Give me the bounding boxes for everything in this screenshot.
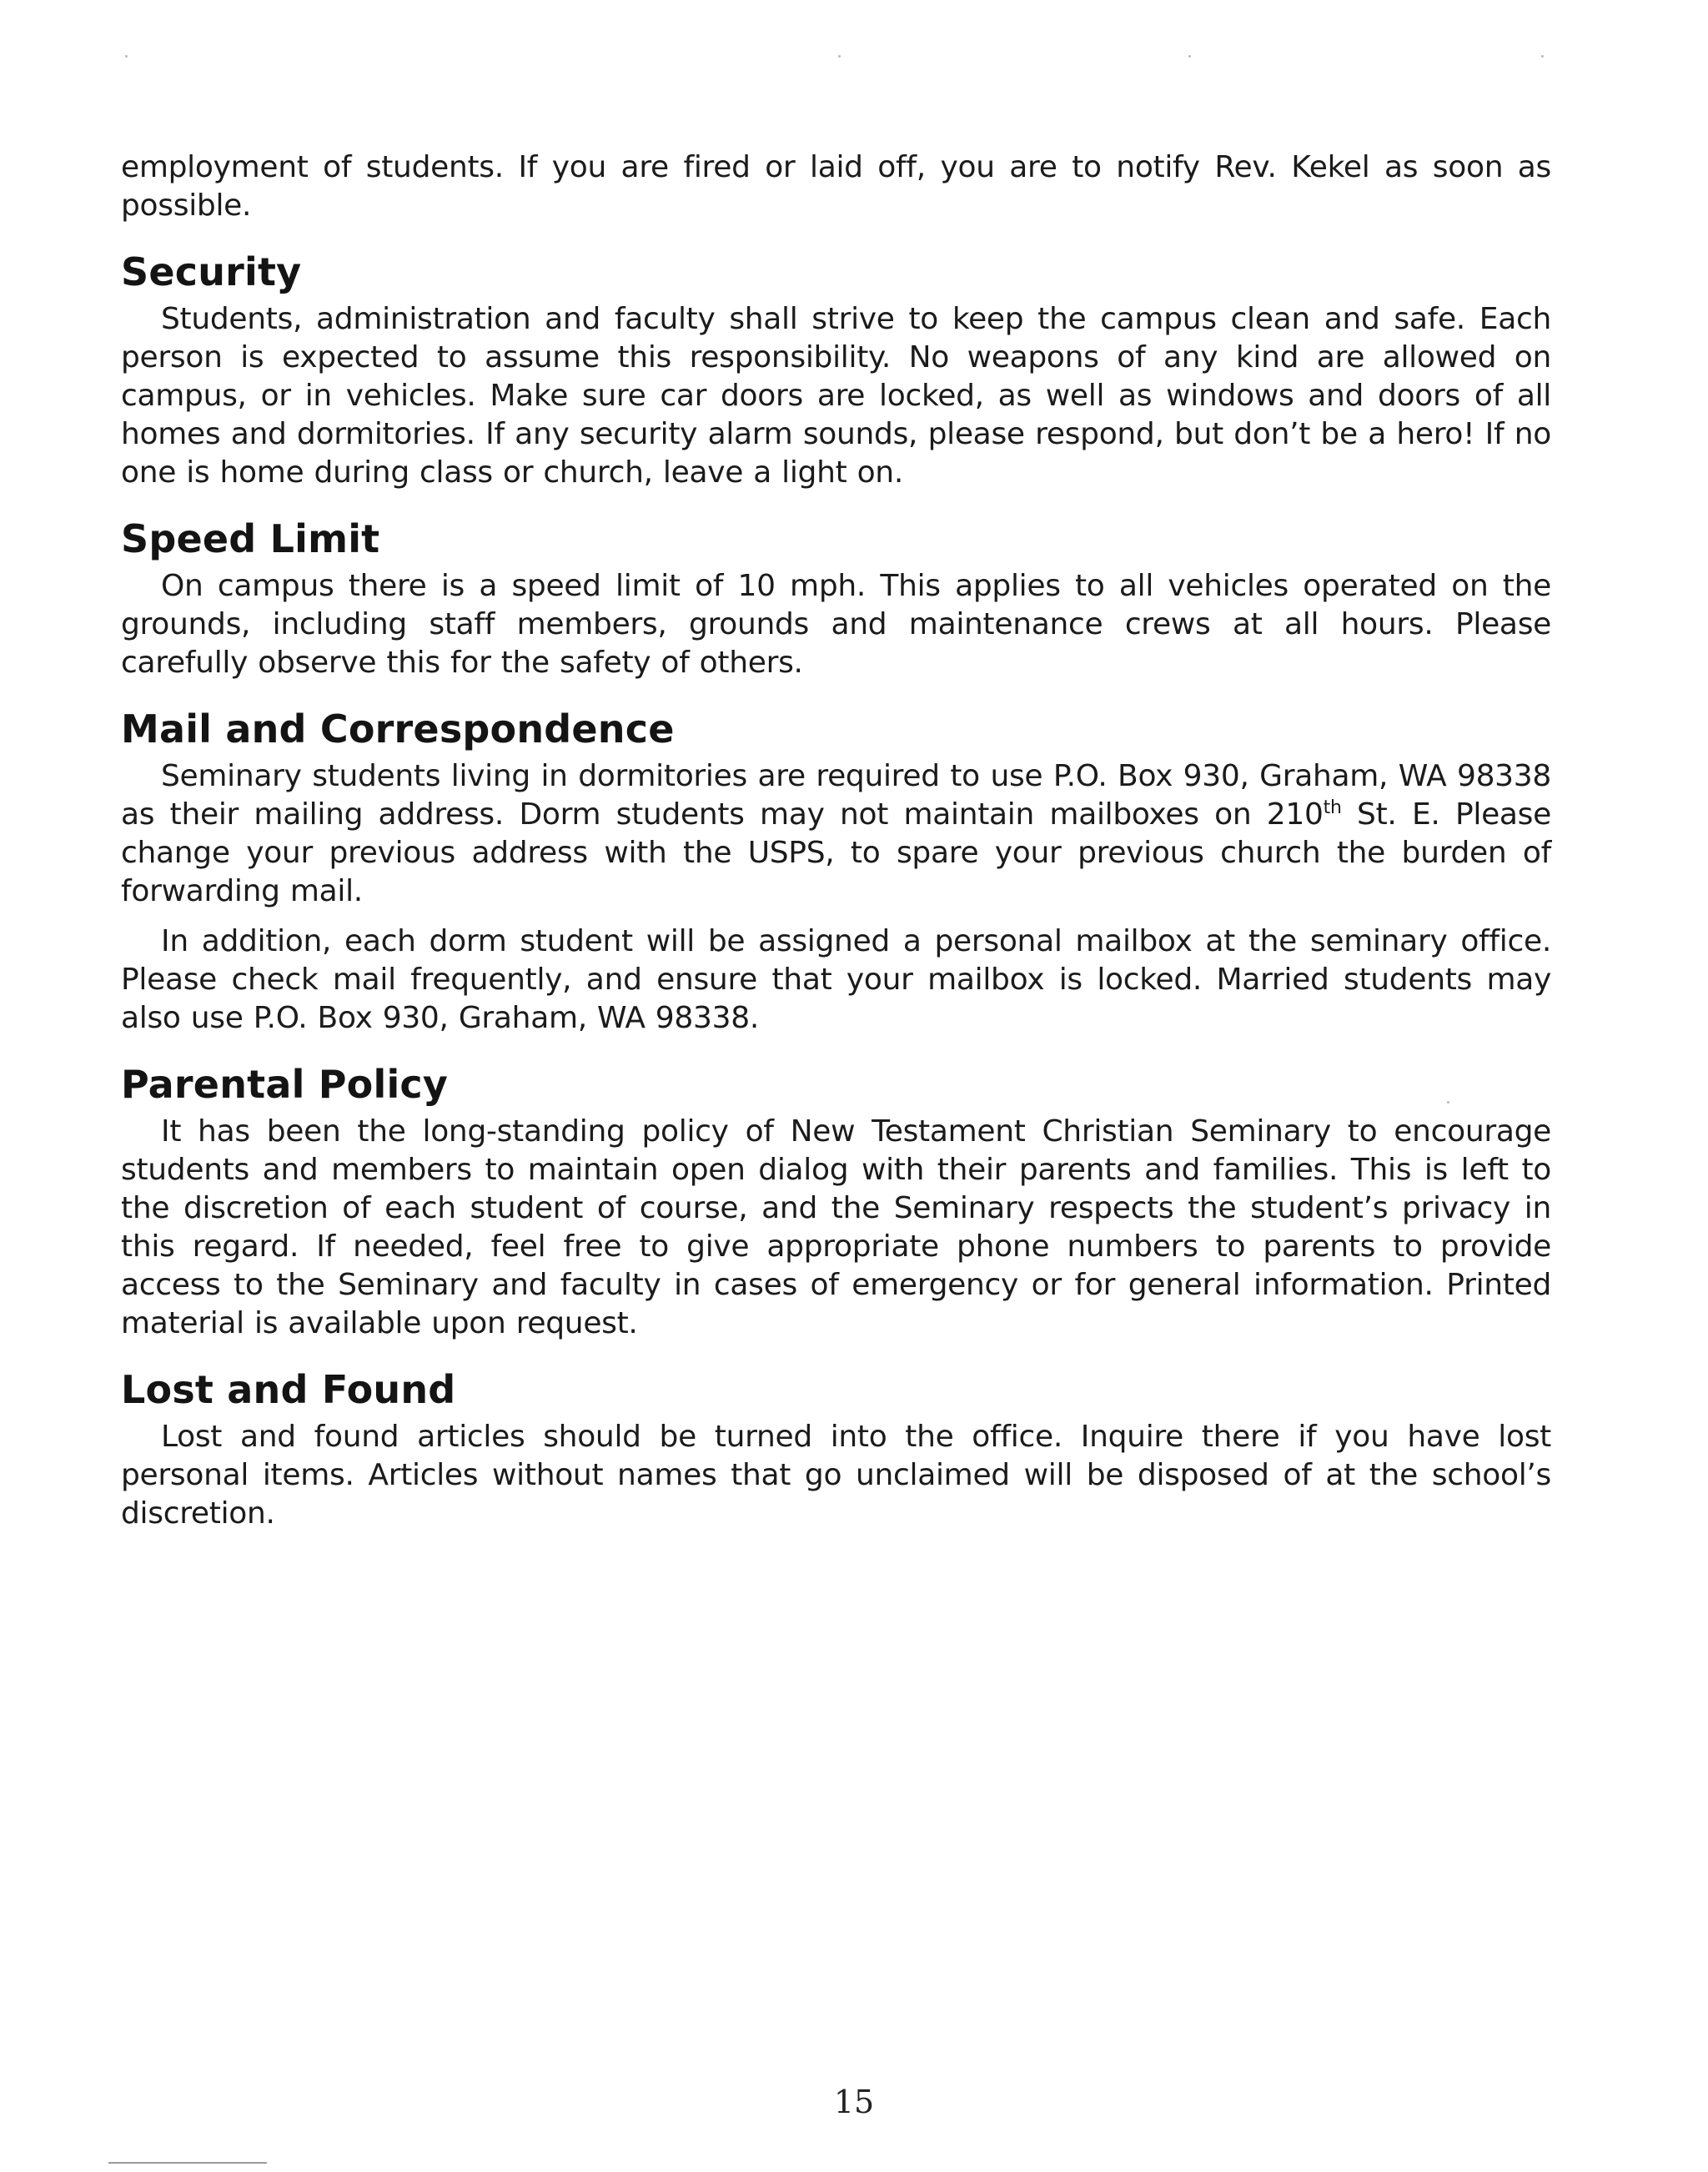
scan-edge-mark [108,2162,267,2164]
mail-correspondence-paragraph-1: Seminary students living in dormitories are required to use P.O. Box 930, Graham, WA 98338 as their mailing address. Dorm students may not maintain mailboxes on 210th St. E. Please change your previous address with the USPS, to spare your previous church the burden of forwarding mail. [121,759,1551,908]
speed-limit-heading: Speed Limit [121,516,380,561]
mail-correspondence-heading: Mail and Correspondence [121,706,675,752]
intro-paragraph: employment of students. If you are fired or laid off, you are to notify Rev. Kekel as soon as possible. [121,150,1551,223]
document-page [121,148,1551,1533]
scan-speck [125,55,128,58]
security-heading: Security [121,249,302,294]
page-number: 15 [833,2084,875,2120]
lost-found-paragraph: Lost and found articles should be turned into the office. Inquire there if you have lost personal items. Articles without names that go unclaimed will be disposed of at the school’s discretion. [121,1420,1551,1531]
parental-policy-paragraph: It has been the long-standing policy of New Testament Christian Seminary to encourage students and members to maintain open dialog with their parents and families. This is left to the discretion of each student of course, and the Seminary respects the student’s privacy in this regard. If needed, feel free to give appropriate phone numbers to parents to provide access to the Seminary and faculty in cases of emergency or for general information. Printed material is available upon request. [121,1114,1551,1340]
scan-speck [1541,55,1544,58]
security-paragraph: Students, administration and faculty shall strive to keep the campus clean and safe. Each person is expected to assume this responsibility. No weapons of any kind are allowed on campus, or in vehicles. Make sure car doors are locked, as well as windows and doors of all homes and dormitories. If any security alarm sounds, please respond, but don’t be a hero! If no one is home during class or church, leave a light on. [121,302,1551,490]
scan-speck [838,55,841,58]
speed-limit-paragraph: On campus there is a speed limit of 10 mph. This applies to all vehicles operated on the grounds, including staff members, grounds and maintenance crews at all hours. Please carefully observe this for the safety of others. [121,569,1551,680]
mail-correspondence-paragraph-2: In addition, each dorm student will be assigned a personal mailbox at the seminary office. Please check mail frequently, and ensure that your mailbox is locked. Married students may also use P.O. Box 930, Graham, WA 98338. [121,924,1551,1035]
lost-found-heading: Lost and Found [121,1367,456,1412]
scan-speck [1447,1101,1449,1104]
scan-speck [1188,55,1191,58]
parental-policy-heading: Parental Policy [121,1062,449,1107]
